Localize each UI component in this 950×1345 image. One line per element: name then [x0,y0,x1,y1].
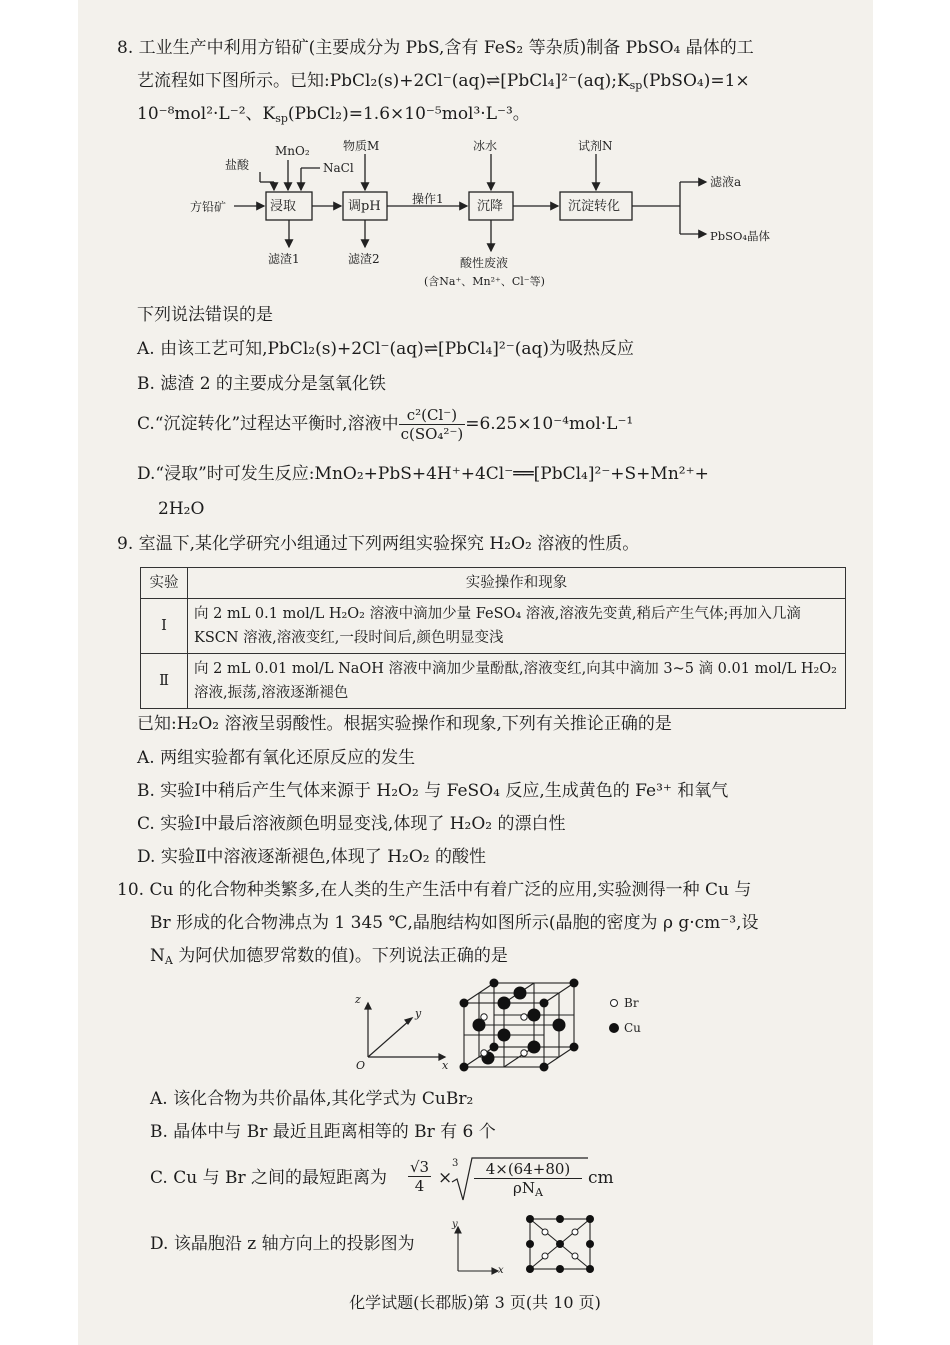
q8-option-c-fraction [399,406,466,443]
axis-origin-label: O [356,1059,366,1072]
q10-option-c-root-index: 3 [452,1158,459,1169]
table-cell-id: Ⅱ [141,654,188,709]
flow-operation1: 操作1 [412,192,444,206]
table-header-cell: 实验操作和现象 [188,568,846,599]
q10-line3: $N_A$ 为阿伏加德罗常数的值)。下列说法正确的是 [150,946,508,967]
table-row [141,654,846,709]
table-header-cell: 实验 [141,568,188,599]
q8-line3: 10⁻⁸mol²·L⁻²、$K_{sp}(PbCl_2)=1.6\times 10^{-5}mol^3\cdot L^{-3}$。 [137,104,530,125]
root-numerator: 4×(64+80) [474,1160,582,1179]
q8-option-d-line2: 2H₂O [158,499,205,519]
flow-residue2: 滤渣2 [348,252,380,266]
q10-option-a: A. 该化合物为共价晶体,其化学式为 CuBr₂ [150,1089,474,1109]
flow-nacl: NaCl [323,161,354,175]
q10-option-d-projection [450,1215,600,1275]
table-row [141,599,846,654]
axis-y-label: y [415,1007,422,1020]
q10-option-b: B. 晶体中与 Br 最近且距离相等的 Br 有 6 个 [150,1122,496,1142]
flow-ore: 方铅矿 [190,200,227,214]
q8-option-c-denominator: c(SO₄²⁻) [400,425,464,443]
flow-adjust-ph: 调pH [348,199,381,214]
q8-option-c [137,406,633,443]
root-denominator: $\rho N_A$ [513,1179,543,1199]
footer-text: 化学试题(长郡版)第 3 页(共 10 页) [349,1293,601,1312]
q9-option-a: A. 两组实验都有氧化还原反应的发生 [137,748,416,768]
q8-line1: 8. 工业生产中利用方铅矿(主要成分为 PbS,含有 FeS₂ 等杂质)制备 PbSO₄ 晶体的工 [117,38,754,58]
q8-option-a: A. 由该工艺可知,PbCl₂(s)+2Cl⁻(aq)⇌[PbCl₄]²⁻(aq)为吸热反应 [137,339,634,359]
q8-option-c-post: =6.25×10⁻⁴mol·L⁻¹ [465,414,634,434]
legend-cu: Cu [624,1021,641,1035]
q9-option-c: C. 实验Ⅰ中最后溶液颜色明显变浅,体现了 H₂O₂ 的漂白性 [137,814,566,834]
proj-axis-y: y [452,1219,458,1230]
q10-option-c-pre: C. Cu 与 Br 之间的最短距离为 [150,1168,387,1188]
q8-option-b: B. 滤渣 2 的主要成分是氢氧化铁 [137,374,386,394]
q10-option-c-fraction [408,1158,431,1195]
q10-option-d: D. 该晶胞沿 z 轴方向上的投影图为 [150,1234,415,1254]
flow-filtrate-a: 滤液a [710,175,742,189]
flow-waste: 酸性废液 [460,256,509,270]
q10-crystal-figure [350,975,670,1075]
table-cell-text: 向 2 mL 0.1 mol/L H₂O₂ 溶液中滴加少量 FeSO₄ 溶液,溶液先变黄,稍后产生气体;再加入几滴 KSCN 溶液,溶液变红,一段时间后,颜色明显变浅 [188,599,846,654]
table-header-row [141,568,846,599]
flow-mno2: MnO₂ [275,144,310,158]
q10-option-c-unit: cm [588,1168,614,1188]
q10-option-c-root-fraction [474,1160,582,1202]
flow-waste-note: (含Na⁺、Mn²⁺、Cl⁻等) [424,275,545,288]
flow-substance-m: 物质M [343,139,380,153]
table-cell-text: 向 2 mL 0.01 mol/L NaOH 溶液中滴加少量酚酞,溶液变红,向其中滴加 3~5 滴 0.01 mol/L H₂O₂ 溶液,振荡,溶液逐渐褪色 [188,654,846,709]
fraction-denominator: 4 [414,1177,425,1195]
axis-x-label: x [442,1059,449,1072]
q8-option-c-pre: C.“沉淀转化”过程达平衡时,溶液中 [137,414,399,434]
flow-conversion: 沉淀转化 [568,199,621,214]
q9-option-d: D. 实验Ⅱ中溶液逐渐褪色,体现了 H₂O₂ 的酸性 [137,847,486,867]
flow-residue1: 滤渣1 [268,252,300,266]
page-footer [0,1290,950,1313]
q10-line2: Br 形成的化合物沸点为 1 345 ℃,晶胞结构如图所示(晶胞的密度为 ρ g·cm⁻³,设 [150,913,759,933]
q10-option-c-times: × [438,1168,453,1188]
q8-option-d-line1: D.“浸取”时可发生反应:MnO₂+PbS+4H⁺+4Cl⁻══[PbCl₄]²⁻+S+Mn²⁺+ [137,464,709,484]
q9-stem: 9. 室温下,某化学研究小组通过下列两组实验探究 H₂O₂ 溶液的性质。 [117,534,640,554]
q8-line2: 艺流程如下图所示。已知$:PbCl_2(s)+2Cl^-(aq)\rightleftharpoons[PbCl_4]^{2-}(aq);K_{sp}(PbSO_4)=1\times$ [137,71,750,92]
table-cell-id: Ⅰ [141,599,188,654]
legend-br: Br [624,996,639,1010]
axis-z-label: z [355,993,361,1006]
flow-reagent-n: 试剂N [578,139,613,153]
q8-flow-diagram [190,132,810,294]
q9-experiment-table [140,567,846,709]
q8-option-c-numerator: c²(Cl⁻) [399,406,466,425]
q10-line1: 10. Cu 的化合物种类繁多,在人类的生产生活中有着广泛的应用,实验测得一种 Cu 与 [117,880,752,900]
flow-settle: 沉降 [477,199,504,214]
q9-option-b: B. 实验Ⅰ中稍后产生气体来源于 H₂O₂ 与 FeSO₄ 反应,生成黄色的 Fe³⁺ 和氧气 [137,781,729,801]
flow-product: PbSO₄晶体 [710,229,771,243]
q9-known: 已知:H₂O₂ 溶液呈弱酸性。根据实验操作和现象,下列有关推论正确的是 [137,714,672,734]
q8-question: 下列说法错误的是 [137,305,273,325]
flow-leach: 浸取 [270,199,297,214]
proj-axis-x: x [498,1265,504,1275]
fraction-numerator: √3 [410,1158,430,1176]
flow-ice-water: 冰水 [473,139,498,153]
flow-hcl: 盐酸 [225,158,250,172]
